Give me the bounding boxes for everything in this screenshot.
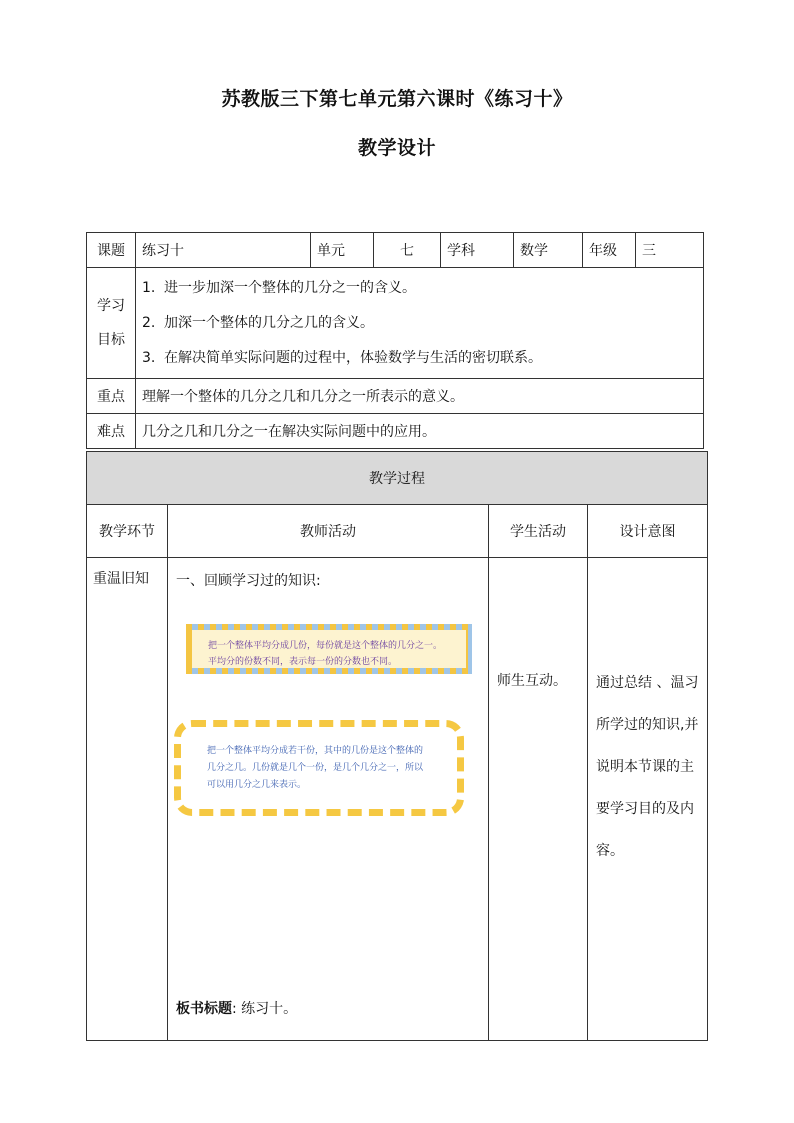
design-intent-text: 通过总结 、温习所学过的知识,并说明本节课的主要学习目的及内容。 bbox=[596, 675, 699, 859]
stage-label: 重温旧知 bbox=[93, 571, 149, 587]
knowledge-card-1-line-1: 把一个整体平均分成几份，每份就是这个整体的几分之一。 bbox=[208, 641, 443, 651]
key-point-label: 重点 bbox=[87, 379, 136, 414]
goals-label bbox=[87, 268, 136, 379]
subject-value: 数学 bbox=[514, 233, 583, 268]
teaching-process-table bbox=[86, 451, 708, 1041]
grade-value: 三 bbox=[636, 233, 704, 268]
knowledge-card-1-line-2: 平均分的份数不同，表示每一份的分数也不同。 bbox=[208, 657, 398, 667]
unit-label: 单元 bbox=[311, 233, 374, 268]
student-activity-text: 师生互动。 bbox=[497, 673, 567, 689]
teacher-activity-cell bbox=[168, 558, 489, 1041]
goals-row bbox=[87, 268, 704, 379]
process-row bbox=[87, 558, 708, 1041]
board-title bbox=[176, 998, 297, 1018]
subject-label: 学科 bbox=[441, 233, 514, 268]
key-point-value: 理解一个整体的几分之几和几分之一所表示的意义。 bbox=[136, 379, 704, 414]
topic-row bbox=[87, 233, 704, 268]
board-title-label: 板书标题 bbox=[176, 1001, 232, 1017]
student-activity-cell bbox=[489, 558, 588, 1041]
goals-list bbox=[136, 268, 704, 379]
key-point-row bbox=[87, 379, 704, 414]
goal-item: 3. 在解决简单实际问题的过程中，体验数学与生活的密切联系。 bbox=[142, 349, 542, 366]
column-intent: 设计意图 bbox=[588, 505, 708, 558]
grade-label: 年级 bbox=[583, 233, 636, 268]
lesson-info-table bbox=[86, 232, 704, 449]
process-header: 教学过程 bbox=[87, 452, 708, 505]
goal-item: 1. 进一步加深一个整体的几分之一的含义。 bbox=[142, 279, 416, 296]
topic-label: 课题 bbox=[87, 233, 136, 268]
design-intent-cell bbox=[588, 558, 708, 1041]
board-title-value: : 练习十。 bbox=[232, 1001, 298, 1017]
knowledge-card-2: 把一个整体平均分成若干份，其中的几份是这个整体的几分之几。几份就是几个一份，是几个几分之一，所以可以用几分之几来表示。 bbox=[174, 720, 464, 816]
difficulty-value: 几分之几和几分之一在解决实际问题中的应用。 bbox=[136, 414, 704, 449]
column-teacher: 教师活动 bbox=[168, 505, 489, 558]
goal-item: 2. 加深一个整体的几分之几的含义。 bbox=[142, 314, 374, 331]
stage-cell bbox=[87, 558, 168, 1041]
column-stage: 教学环节 bbox=[87, 505, 168, 558]
knowledge-card-1 bbox=[186, 624, 472, 674]
teacher-heading: 一、回顾学习过的知识: bbox=[176, 573, 321, 589]
difficulty-row bbox=[87, 414, 704, 449]
document-title: 苏教版三下第七单元第六课时《练习十》 bbox=[221, 88, 573, 110]
process-column-headers bbox=[87, 505, 708, 558]
goals-label-line-1: 学习 bbox=[97, 298, 125, 314]
unit-value: 七 bbox=[374, 233, 441, 268]
goals-label-line-2: 目标 bbox=[97, 332, 125, 348]
topic-value: 练习十 bbox=[136, 233, 311, 268]
document-subtitle: 教学设计 bbox=[357, 137, 436, 159]
difficulty-label: 难点 bbox=[87, 414, 136, 449]
column-student: 学生活动 bbox=[489, 505, 588, 558]
